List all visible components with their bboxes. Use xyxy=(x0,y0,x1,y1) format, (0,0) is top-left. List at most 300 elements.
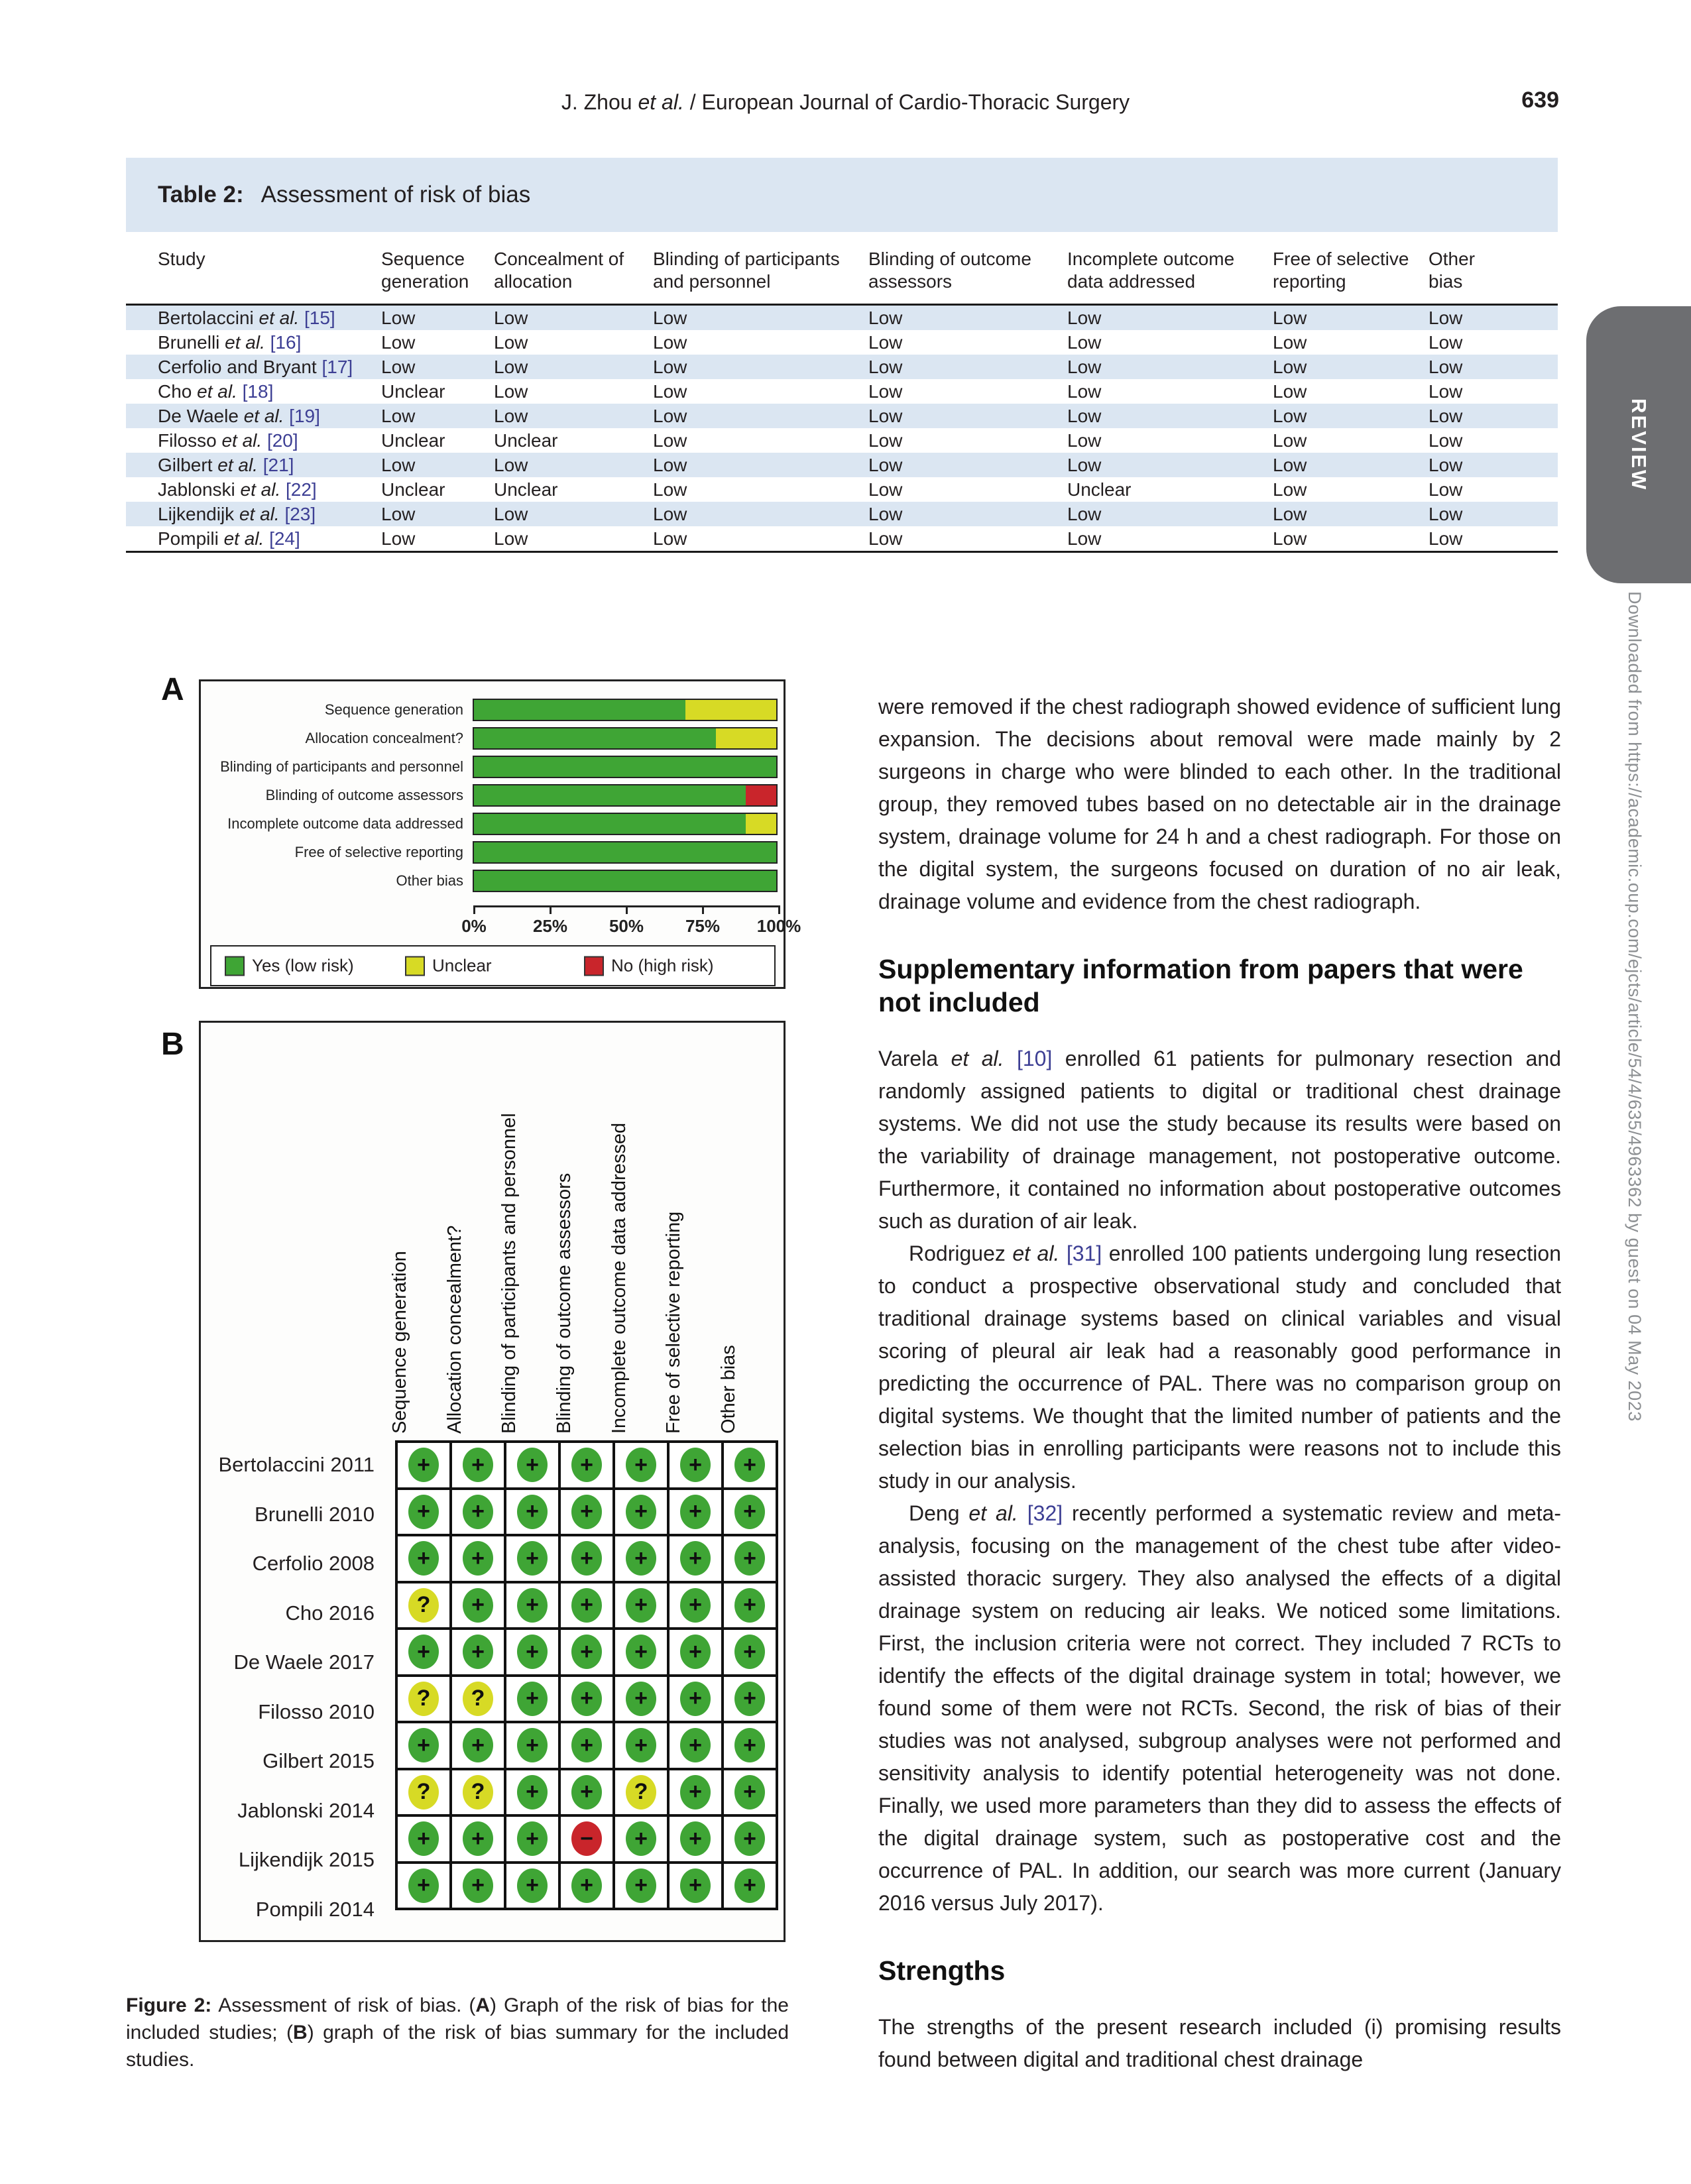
low-risk-plus-icon: + xyxy=(463,1448,493,1482)
low-risk-plus-icon: + xyxy=(517,1541,548,1576)
study-name-cell xyxy=(126,428,381,453)
low-risk-plus-icon: + xyxy=(680,1448,711,1482)
column-label: Blinding of participants and personnel xyxy=(498,1113,520,1434)
risk-value: Unclear xyxy=(494,479,558,500)
unclear-question-icon: ? xyxy=(408,1775,439,1810)
risk-value: Low xyxy=(1429,307,1463,328)
bar-category-label: Free of selective reporting xyxy=(294,844,463,860)
summary-cell xyxy=(614,1676,668,1723)
risk-value: Low xyxy=(1429,528,1463,549)
summary-cell xyxy=(668,1676,723,1723)
risk-value: Low xyxy=(1429,479,1463,500)
stacked-bar xyxy=(473,727,778,750)
summary-cell xyxy=(396,1489,451,1536)
table-header-row xyxy=(126,233,1558,305)
low-risk-plus-icon: + xyxy=(734,1588,765,1623)
low-risk-plus-icon: + xyxy=(626,1728,656,1762)
summary-cell xyxy=(559,1442,614,1489)
risk-value: Low xyxy=(868,380,903,402)
study-name-cell xyxy=(126,526,381,552)
low-risk-plus-icon: + xyxy=(680,1635,711,1669)
low-risk-plus-icon: + xyxy=(571,1682,602,1716)
bar-segment xyxy=(746,785,776,805)
summary-cell xyxy=(559,1815,614,1863)
citation-ref: [24] xyxy=(269,528,300,549)
risk-value: Low xyxy=(1067,356,1102,377)
risk-value: Low xyxy=(653,307,687,328)
bar-segment xyxy=(746,814,776,834)
table-row xyxy=(126,379,1558,404)
axis-tick xyxy=(702,905,704,914)
column-label: Incomplete outcome data addressed xyxy=(608,1122,630,1434)
summary-cell xyxy=(559,1863,614,1910)
citation-ref: [19] xyxy=(289,405,320,426)
stacked-bar xyxy=(473,841,778,864)
article-column xyxy=(878,691,1561,2076)
risk-value: Low xyxy=(1067,528,1102,549)
risk-value: Low xyxy=(1273,405,1307,426)
caption-bold-a: A xyxy=(475,1994,491,2016)
bar-row xyxy=(201,870,784,892)
bar-segment xyxy=(474,757,776,777)
bar-segment xyxy=(474,842,776,862)
low-risk-plus-icon: + xyxy=(680,1728,711,1762)
axis-tick-label: 0% xyxy=(461,916,487,936)
table-row xyxy=(126,502,1558,526)
summary-cell xyxy=(505,1769,559,1816)
bar-category-label: Other bias xyxy=(396,872,463,889)
study-name-cell xyxy=(126,330,381,355)
summary-cell xyxy=(614,1535,668,1582)
risk-value: Low xyxy=(868,356,903,377)
risk-value: Low xyxy=(653,430,687,451)
study-label: Pompili 2014 xyxy=(255,1897,375,1921)
page-number: 639 xyxy=(1521,87,1559,113)
risk-value: Low xyxy=(381,307,416,328)
text-run: Deng xyxy=(909,1501,969,1525)
bar-category-label: Sequence generation xyxy=(324,701,463,718)
section-heading: Strengths xyxy=(878,1955,1006,1986)
col-header-other-bias: Other bias xyxy=(1429,249,1476,292)
risk-value: Low xyxy=(1429,405,1463,426)
summary-cell xyxy=(559,1629,614,1676)
risk-value: Low xyxy=(1273,528,1307,549)
citation-ref: [23] xyxy=(284,503,316,524)
high-risk-minus-icon: − xyxy=(571,1821,602,1856)
review-tab xyxy=(1586,306,1691,583)
low-risk-plus-icon: + xyxy=(517,1495,548,1529)
bar-category-label: Incomplete outcome data addressed xyxy=(227,815,463,832)
risk-value: Low xyxy=(1273,479,1307,500)
risk-value: Low xyxy=(381,528,416,549)
legend-swatch xyxy=(405,956,425,976)
risk-value: Low xyxy=(1273,503,1307,524)
citation-ref: [32] xyxy=(1027,1501,1063,1525)
risk-value: Low xyxy=(1429,454,1463,475)
citation-ref: [16] xyxy=(270,331,302,353)
fig-a-rows xyxy=(201,699,784,898)
etal-text: et al. xyxy=(968,1501,1027,1525)
low-risk-plus-icon: + xyxy=(571,1775,602,1810)
risk-value: Unclear xyxy=(494,430,558,451)
summary-cell xyxy=(723,1442,777,1489)
low-risk-plus-icon: + xyxy=(517,1775,548,1810)
bar-row xyxy=(201,699,784,721)
summary-cell xyxy=(559,1676,614,1723)
bar-segment xyxy=(474,785,746,805)
summary-cell xyxy=(396,1815,451,1863)
study-name: Cerfolio and Bryant xyxy=(158,356,322,377)
summary-cell xyxy=(396,1769,451,1816)
axis-tick-label: 25% xyxy=(532,916,568,936)
axis-tick-label: 75% xyxy=(685,916,721,936)
summary-cell xyxy=(723,1769,777,1816)
risk-value: Low xyxy=(1429,331,1463,353)
low-risk-plus-icon: + xyxy=(408,1541,439,1576)
risk-value: Low xyxy=(494,503,528,524)
table-2-label: Table 2: xyxy=(158,182,244,207)
study-label: Cho 2016 xyxy=(285,1601,375,1625)
legend-label: Yes (low risk) xyxy=(252,955,354,976)
bar-category-label: Blinding of participants and personnel xyxy=(220,758,463,775)
summary-cell xyxy=(668,1863,723,1910)
stacked-bar xyxy=(473,756,778,778)
summary-cell xyxy=(668,1815,723,1863)
low-risk-plus-icon: + xyxy=(463,1728,493,1762)
summary-cell xyxy=(396,1442,451,1489)
legend-swatch xyxy=(225,956,245,976)
column-label: Free of selective reporting xyxy=(663,1211,685,1434)
risk-value: Low xyxy=(653,405,687,426)
legend-item xyxy=(225,956,354,976)
study-etal: et al. xyxy=(243,405,290,426)
figure-2a-box xyxy=(199,679,801,989)
summary-cell xyxy=(723,1489,777,1536)
study-name-cell xyxy=(126,305,381,331)
paragraph xyxy=(878,1237,1561,1497)
stacked-bar xyxy=(473,870,778,892)
bar-category-label: Blinding of outcome assessors xyxy=(265,787,463,803)
risk-value: Low xyxy=(653,528,687,549)
low-risk-plus-icon: + xyxy=(734,1728,765,1762)
risk-value: Low xyxy=(1067,503,1102,524)
study-name: Pompili xyxy=(158,528,224,549)
risk-value: Low xyxy=(653,454,687,475)
text-run: were removed if the chest radiograph showed evidence of sufficient lung expansion. The decisions about removal were made mainly by 2 surgeons in charge who were blinded to each other. In the traditional group, they removed tubes based on no detectable air in the drainage system, drainage volume for 24 h and a chest radiograph. For those on the digital system, the surgeons focused on duration of no air leak, drainage volume and evidence from the chest radiograph. xyxy=(878,695,1561,913)
summary-cell xyxy=(723,1582,777,1629)
study-name: Bertolaccini xyxy=(158,307,259,328)
table-2-title-band xyxy=(126,158,1558,232)
risk-value: Low xyxy=(868,405,903,426)
summary-cell xyxy=(559,1582,614,1629)
caption-text-1: Assessment of risk of bias. ( xyxy=(218,1994,476,2016)
table-row xyxy=(126,453,1558,477)
study-name: Brunelli xyxy=(158,331,225,353)
study-name-cell xyxy=(126,453,381,477)
summary-cell xyxy=(451,1676,505,1723)
summary-cell xyxy=(505,1722,559,1769)
stacked-bar xyxy=(473,784,778,807)
low-risk-plus-icon: + xyxy=(626,1588,656,1623)
low-risk-plus-icon: + xyxy=(571,1541,602,1576)
summary-cell xyxy=(396,1535,451,1582)
section-heading: Supplementary information from papers that were not included xyxy=(878,954,1523,1017)
risk-value: Low xyxy=(653,356,687,377)
low-risk-plus-icon: + xyxy=(626,1821,656,1856)
low-risk-plus-icon: + xyxy=(680,1682,711,1716)
risk-value: Low xyxy=(1273,307,1307,328)
risk-value: Low xyxy=(868,331,903,353)
summary-cell xyxy=(559,1489,614,1536)
etal-text: et al. xyxy=(951,1047,1017,1070)
running-head-etal: et al. xyxy=(638,90,684,114)
bar-segment xyxy=(716,728,776,748)
table-row xyxy=(126,477,1558,502)
risk-value: Low xyxy=(1273,430,1307,451)
study-name-cell xyxy=(126,379,381,404)
paragraph xyxy=(878,2011,1561,2076)
column-label: Other bias xyxy=(717,1345,739,1434)
risk-value: Low xyxy=(494,380,528,402)
col-header-incomplete-data: Incomplete outcome data addressed xyxy=(1067,249,1235,292)
low-risk-plus-icon: + xyxy=(517,1728,548,1762)
running-head-authors: J. Zhou xyxy=(561,90,632,114)
summary-cell xyxy=(396,1863,451,1910)
summary-cell xyxy=(451,1863,505,1910)
text-run: recently performed a systematic review and meta-analysis, focusing on the management of the chest tube after video-assisted thoracic surgery. They also analysed the effects of a digital drainage system on reducing air leaks. We noticed some limitations. First, the inclusion criteria were not correct. They included 7 RCTs to identify the effects of the digital drainage system in total; however, we found some of them were not RCTs. Second, the risk of bias of their studies was not analysed, subgroup analyses were not performed and sensitivity analysis to identify potential heterogeneity was not done. Finally, we used more parameters than they did to assess the effects of the digital drainage system, such as postoperative cost and the occurrence of PAL. In addition, our search was more current (January 2016 versus July 2017). xyxy=(878,1501,1562,1915)
figure-2b-box xyxy=(199,1021,786,1942)
risk-of-bias-table xyxy=(126,233,1558,553)
risk-value: Low xyxy=(1429,356,1463,377)
column-label: Allocation concealment? xyxy=(443,1225,465,1434)
study-label: De Waele 2017 xyxy=(233,1650,375,1674)
col-header-concealment: Concealment of allocation xyxy=(494,249,624,292)
low-risk-plus-icon: + xyxy=(734,1495,765,1529)
risk-value: Low xyxy=(381,503,416,524)
low-risk-plus-icon: + xyxy=(463,1821,493,1856)
col-header-selective-reporting: Free of selective reporting xyxy=(1273,249,1409,292)
summary-cell xyxy=(668,1442,723,1489)
risk-value: Low xyxy=(1429,503,1463,524)
paragraph xyxy=(878,1497,1561,1920)
low-risk-plus-icon: + xyxy=(571,1728,602,1762)
study-etal: et al. xyxy=(239,503,285,524)
low-risk-plus-icon: + xyxy=(626,1635,656,1669)
low-risk-plus-icon: + xyxy=(571,1495,602,1529)
summary-cell xyxy=(451,1815,505,1863)
unclear-question-icon: ? xyxy=(408,1682,439,1716)
risk-value: Low xyxy=(1273,454,1307,475)
study-label: Brunelli 2010 xyxy=(255,1502,375,1526)
panel-b-label: B xyxy=(161,1027,184,1062)
study-name: Jablonski xyxy=(158,479,241,500)
risk-value: Low xyxy=(1067,405,1102,426)
risk-value: Low xyxy=(494,528,528,549)
low-risk-plus-icon: + xyxy=(571,1635,602,1669)
risk-value: Unclear xyxy=(381,430,445,451)
citation-ref: [17] xyxy=(321,356,353,377)
etal-text: et al. xyxy=(1012,1241,1067,1265)
risk-value: Low xyxy=(1273,356,1307,377)
low-risk-plus-icon: + xyxy=(408,1728,439,1762)
text-run: enrolled 100 patients undergoing lung resection to conduct a prospective observational study and concluded that traditional drainage systems based on clinical variables and visual scoring of pleural air leak had a reasonably good performance in predicting the occurrence of PAL. There was no comparison group on digital systems. We thought that the limited number of patients and the selection bias in enrolling participants were reasons not to include this study in our analysis. xyxy=(878,1241,1562,1493)
study-etal: et al. xyxy=(240,479,286,500)
legend-swatch xyxy=(584,956,604,976)
low-risk-plus-icon: + xyxy=(680,1821,711,1856)
low-risk-plus-icon: + xyxy=(463,1541,493,1576)
running-head xyxy=(0,90,1691,115)
unclear-question-icon: ? xyxy=(626,1775,656,1810)
summary-cell xyxy=(559,1722,614,1769)
study-label: Cerfolio 2008 xyxy=(252,1552,375,1576)
summary-cell xyxy=(451,1629,505,1676)
bar-segment xyxy=(474,728,716,748)
summary-cell xyxy=(505,1676,559,1723)
summary-cell xyxy=(451,1582,505,1629)
summary-cell xyxy=(723,1629,777,1676)
running-head-journal: / European Journal of Cardio-Thoracic Surgery xyxy=(683,90,1130,114)
study-etal: et al. xyxy=(221,430,267,451)
paragraph xyxy=(878,1043,1561,1237)
summary-cell xyxy=(614,1722,668,1769)
low-risk-plus-icon: + xyxy=(408,1821,439,1856)
low-risk-plus-icon: + xyxy=(680,1588,711,1623)
stacked-bar xyxy=(473,813,778,835)
bar-segment xyxy=(474,814,746,834)
risk-value: Low xyxy=(868,454,903,475)
risk-value: Low xyxy=(1429,380,1463,402)
column-label: Blinding of outcome assessors xyxy=(554,1173,575,1434)
risk-value: Low xyxy=(494,356,528,377)
legend-label: Unclear xyxy=(432,955,492,976)
study-etal: et al. xyxy=(197,380,243,402)
study-name-cell xyxy=(126,404,381,428)
low-risk-plus-icon: + xyxy=(517,1682,548,1716)
summary-cell xyxy=(723,1815,777,1863)
axis-tick xyxy=(550,905,552,914)
bar-row xyxy=(201,727,784,750)
summary-cell xyxy=(723,1676,777,1723)
risk-value: Low xyxy=(653,380,687,402)
fig-a-legend xyxy=(210,945,776,986)
low-risk-plus-icon: + xyxy=(734,1775,765,1810)
caption-text-3: ) graph of the risk of bias summary for the included studies. xyxy=(126,2022,789,2071)
low-risk-plus-icon: + xyxy=(734,1868,765,1903)
low-risk-plus-icon: + xyxy=(517,1588,548,1623)
summary-cell xyxy=(723,1863,777,1910)
table-2-block xyxy=(126,158,1558,553)
table-row xyxy=(126,305,1558,331)
risk-value: Low xyxy=(1273,331,1307,353)
bar-segment xyxy=(474,871,776,891)
summary-cell xyxy=(668,1722,723,1769)
unclear-question-icon: ? xyxy=(463,1682,493,1716)
summary-cell xyxy=(451,1442,505,1489)
risk-value: Unclear xyxy=(381,380,445,402)
table-row xyxy=(126,404,1558,428)
low-risk-plus-icon: + xyxy=(626,1495,656,1529)
low-risk-plus-icon: + xyxy=(463,1635,493,1669)
text-run: The strengths of the present research included (i) promising results found between digital and traditional chest drainage xyxy=(878,2015,1561,2071)
risk-value: Low xyxy=(1273,380,1307,402)
low-risk-plus-icon: + xyxy=(408,1635,439,1669)
summary-cell xyxy=(614,1863,668,1910)
axis-tick xyxy=(473,905,475,914)
table-row xyxy=(126,330,1558,355)
paragraph xyxy=(878,691,1561,918)
risk-value: Low xyxy=(868,430,903,451)
summary-cell xyxy=(614,1582,668,1629)
risk-value: Low xyxy=(494,454,528,475)
summary-cell xyxy=(396,1676,451,1723)
low-risk-plus-icon: + xyxy=(680,1868,711,1903)
citation-ref: [20] xyxy=(266,430,298,451)
risk-value: Unclear xyxy=(1067,479,1132,500)
legend-item xyxy=(405,956,492,976)
unclear-question-icon: ? xyxy=(408,1588,439,1623)
risk-value: Low xyxy=(1429,430,1463,451)
panel-a-label: A xyxy=(161,672,184,707)
summary-cell xyxy=(668,1582,723,1629)
legend-label: No (high risk) xyxy=(611,955,714,976)
study-name: Lijkendijk xyxy=(158,503,239,524)
study-name-cell xyxy=(126,477,381,502)
bar-category-label: Allocation concealment? xyxy=(305,730,463,746)
risk-value: Low xyxy=(1067,331,1102,353)
risk-value: Low xyxy=(494,307,528,328)
risk-value: Low xyxy=(494,331,528,353)
study-label: Lijkendijk 2015 xyxy=(238,1848,375,1872)
low-risk-plus-icon: + xyxy=(626,1682,656,1716)
low-risk-plus-icon: + xyxy=(517,1821,548,1856)
col-header-sequence-generation: Sequence generation xyxy=(381,249,469,292)
low-risk-plus-icon: + xyxy=(734,1541,765,1576)
low-risk-plus-icon: + xyxy=(626,1448,656,1482)
summary-cell xyxy=(668,1535,723,1582)
risk-value: Low xyxy=(1067,454,1102,475)
stacked-bar xyxy=(473,699,778,721)
summary-cell xyxy=(559,1769,614,1816)
risk-value: Low xyxy=(381,331,416,353)
study-label: Gilbert 2015 xyxy=(262,1749,375,1773)
citation-ref: [21] xyxy=(262,454,294,475)
bar-row xyxy=(201,784,784,807)
caption-bold-b: B xyxy=(293,2022,308,2043)
low-risk-plus-icon: + xyxy=(734,1821,765,1856)
unclear-question-icon: ? xyxy=(463,1775,493,1810)
axis-tick-label: 100% xyxy=(756,916,801,936)
study-name: Filosso xyxy=(158,430,222,451)
legend-item xyxy=(584,956,714,976)
risk-value: Low xyxy=(381,454,416,475)
citation-ref: [22] xyxy=(286,479,317,500)
caption-label: Figure 2: xyxy=(126,1994,212,2016)
low-risk-plus-icon: + xyxy=(626,1868,656,1903)
low-risk-plus-icon: + xyxy=(463,1868,493,1903)
axis-tick xyxy=(778,905,780,914)
col-header-blinding-assessors: Blinding of outcome assessors xyxy=(868,249,1031,292)
citation-ref: [15] xyxy=(304,307,335,328)
summary-cell xyxy=(668,1629,723,1676)
summary-cell xyxy=(505,1629,559,1676)
summary-cell xyxy=(505,1489,559,1536)
low-risk-plus-icon: + xyxy=(680,1541,711,1576)
low-risk-plus-icon: + xyxy=(517,1868,548,1903)
fig-b-studies xyxy=(201,1440,385,1934)
bar-segment xyxy=(685,700,776,720)
study-etal: et al. xyxy=(223,528,270,549)
low-risk-plus-icon: + xyxy=(517,1635,548,1669)
